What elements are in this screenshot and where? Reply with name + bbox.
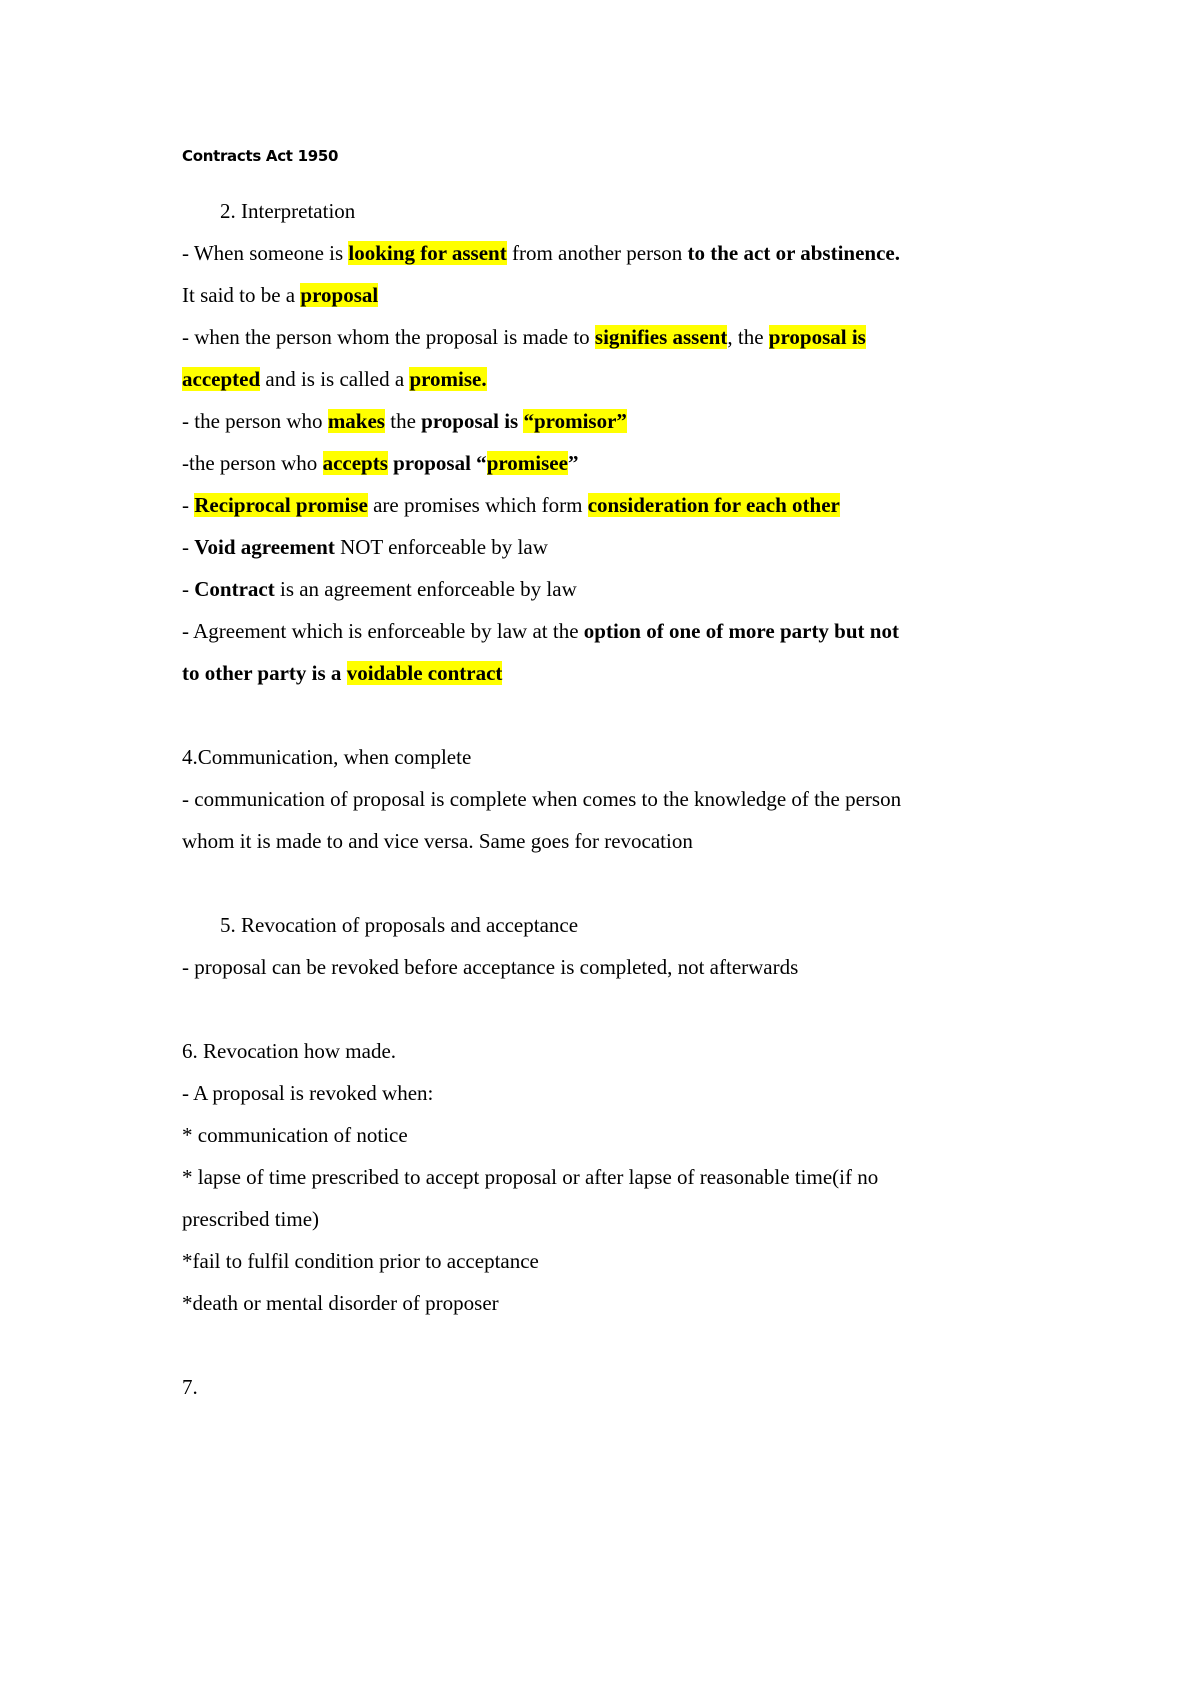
section-2-line-5: [182, 400, 1042, 442]
section-2-line-9: [182, 568, 1042, 610]
text-run: is an agreement enforceable by law: [274, 577, 577, 601]
highlight-text: promisee: [486, 451, 568, 475]
bold-text: option of one of more party but not: [583, 619, 899, 643]
text-run: - Agreement which is enforceable by law at the: [182, 619, 584, 643]
bold-text: proposal “: [387, 451, 487, 475]
bold-text: Void agreement: [194, 535, 335, 559]
bold-text: to other party is a: [182, 661, 347, 685]
bold-text: ”: [567, 451, 579, 475]
bold-text: Contract: [194, 577, 275, 601]
text-run: , the: [727, 325, 769, 349]
highlight-text: consideration for each other: [587, 493, 840, 517]
text-run: the: [384, 409, 422, 433]
document-title: Contracts Act 1950: [182, 147, 339, 165]
section-2-line-1: [182, 232, 1042, 274]
section-2-line-2: [182, 274, 1042, 316]
spacer: [182, 988, 1042, 1030]
section-4-line-2: whom it is made to and vice versa. Same goes for revocation: [182, 829, 693, 853]
spacer: [182, 694, 1042, 736]
text-run: from another person: [506, 241, 688, 265]
text-run: - the person who: [182, 409, 328, 433]
highlight-text: proposal is: [768, 325, 866, 349]
section-6-line-1: - A proposal is revoked when:: [182, 1081, 434, 1105]
text-run: -: [182, 535, 195, 559]
section-6-heading: 6. Revocation how made.: [182, 1039, 397, 1063]
bold-text: proposal is: [421, 409, 524, 433]
section-2-line-11: [182, 652, 1042, 694]
text-run: -: [182, 577, 195, 601]
section-2-line-7: [182, 484, 1042, 526]
highlight-text: voidable contract: [346, 661, 503, 685]
section-5-heading: 5. Revocation of proposals and acceptance: [220, 913, 579, 937]
highlight-text: accepted: [182, 367, 261, 391]
section-6-line-5: *fail to fulfil condition prior to acceptance: [182, 1249, 539, 1273]
text-run: and is is called a: [260, 367, 410, 391]
spacer: [182, 862, 1042, 904]
section-4-heading: 4.Communication, when complete: [182, 745, 472, 769]
highlight-text: makes: [327, 409, 385, 433]
document-body: [182, 190, 1042, 1408]
section-2-line-8: [182, 526, 1042, 568]
spacer: [182, 1324, 1042, 1366]
highlight-text: Reciprocal promise: [194, 493, 368, 517]
section-6-line-3: * lapse of time prescribed to accept proposal or after lapse of reasonable time(if no: [182, 1165, 879, 1189]
text-run: - When someone is: [182, 241, 349, 265]
highlight-text: looking for assent: [348, 241, 507, 265]
text-run: -: [182, 493, 195, 517]
section-4-line-1: - communication of proposal is complete when comes to the knowledge of the person: [182, 787, 902, 811]
section-2-line-3: [182, 316, 1042, 358]
highlight-text: signifies assent: [594, 325, 728, 349]
text-run: It said to be a: [182, 283, 301, 307]
highlight-text: “promisor”: [523, 409, 627, 433]
text-run: -the person who: [182, 451, 323, 475]
highlight-text: promise.: [409, 367, 487, 391]
section-2-line-6: [182, 442, 1042, 484]
bold-text: to the act or abstinence.: [687, 241, 901, 265]
section-5-line-1: - proposal can be revoked before acceptance is completed, not afterwards: [182, 955, 799, 979]
section-6-line-2: * communication of notice: [182, 1123, 408, 1147]
section-2-heading: 2. Interpretation: [220, 199, 356, 223]
highlight-text: proposal: [300, 283, 379, 307]
section-2-line-10: [182, 610, 1042, 652]
section-2-line-4: [182, 358, 1042, 400]
text-run: are promises which form: [367, 493, 588, 517]
highlight-text: accepts: [322, 451, 388, 475]
text-run: NOT enforceable by law: [334, 535, 548, 559]
section-6-line-6: *death or mental disorder of proposer: [182, 1291, 499, 1315]
text-run: - when the person whom the proposal is made to: [182, 325, 595, 349]
section-7-heading: 7.: [182, 1375, 198, 1399]
section-6-line-4: prescribed time): [182, 1207, 320, 1231]
